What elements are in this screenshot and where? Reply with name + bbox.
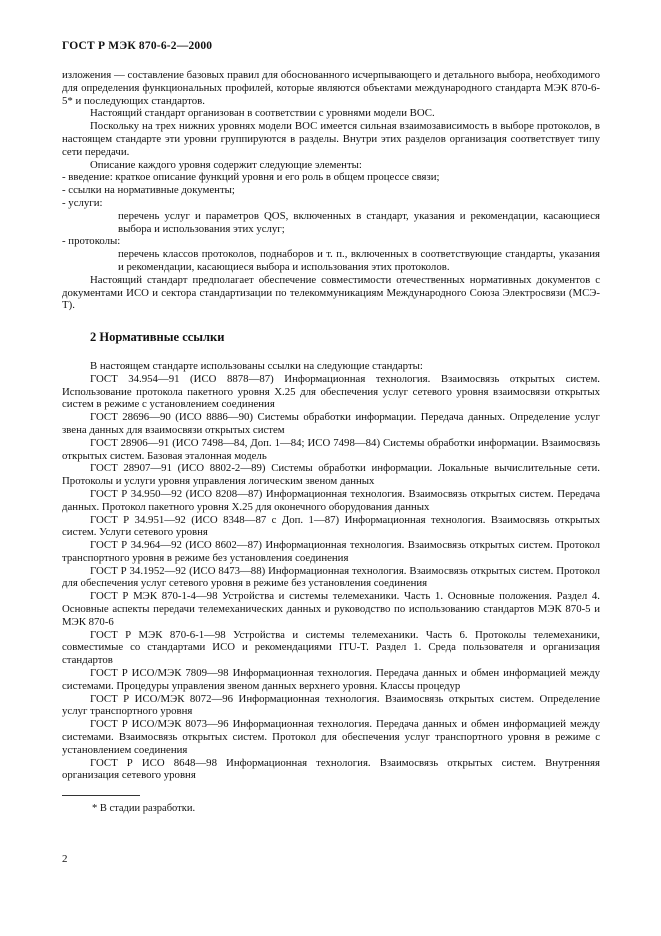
list-item: - введение: краткое описание функций уровня и его роль в общем процессе связи; [62,171,440,184]
footnote: * В стадии разработки. [92,803,196,814]
reference-item: ГОСТ 28907—91 (ИСО 8802-2—89) Системы обработки информации. Локальные вычислительные сети. Протоколы и услуги уровня управления логическим звеном данных [62,462,600,488]
section-lead: В настоящем стандарте использованы ссылки на следующие стандарты: [90,359,423,372]
intro-paragraph: Поскольку на трех нижних уровнях модели ВОС имеется сильная взаимозависимость в выборе протоколов, в настоящем стандарте эти уровни группируются в разделы. Внутри этих разделов организация соответствует типу сети передачи. [62,120,600,158]
intro-paragraph: изложения — составление базовых правил для обоснованного исчерпывающего и детального выбора, необходимого для определения функциональных профилей, которые являются объектами международного стандарта МЭК 870-6-5* и последующих стандартов. [62,69,600,107]
reference-item: ГОСТ Р МЭК 870-1-4—98 Устройства и системы телемеханики. Часть 1. Основные положения. Раздел 4. Основные аспекты передачи телемеханических данных и руководство по использованию стандартов МЭК 870-5 и МЭК 870-6 [62,590,600,628]
page-body [62,69,600,782]
reference-item: ГОСТ Р ИСО/МЭК 8073—96 Информационная технология. Передача данных и обмен информацией между системами. Взаимосвязь открытых систем. Протокол для обеспечения услуг транспортного уровня в режиме с установлением соединения [62,718,600,756]
reference-item: ГОСТ Р 34.951—92 (ИСО 8348—87 с Доп. 1—87) Информационная технология. Взаимосвязь открытых систем. Услуги сетевого уровня [62,513,600,539]
reference-item: ГОСТ Р 34.964—92 (ИСО 8602—87) Информационная технология. Взаимосвязь открытых систем. Протокол транспортного уровня в режиме без установления соединения [62,539,600,564]
intro-paragraph: Настоящий стандарт предполагает обеспечение совместимости отечественных нормативных документов с документами ИСО и сектора стандартизации по телекоммуникациям Международного Союза Электросвязи (МСЭ-Т). [62,273,600,312]
footnote-divider [62,795,140,796]
intro-paragraph: Описание каждого уровня содержит следующие элементы: [90,158,362,171]
section-heading: 2 Нормативные ссылки [90,330,225,345]
page-number: 2 [62,853,68,865]
reference-list [62,373,600,783]
list-subitem: перечень услуг и параметров QOS, включенных в стандарт, указания и рекомендации, касающиеся выбора и использования этих услуг; [118,209,600,235]
reference-item: ГОСТ Р ИСО/МЭК 8072—96 Информационная технология. Взаимосвязь открытых систем. Определение услуг транспортного уровня [62,692,600,718]
list-item: - услуги: [62,196,103,209]
list-subitem: перечень классов протоколов, поднаборов и т. п., включенных в соответствующие стандарты, указания и рекомендации, касающиеся выбора и использования этих протоколов. [118,248,600,273]
intro-paragraph: Настоящий стандарт организован в соответствии с уровнями модели ВОС. [90,107,435,120]
reference-item: ГОСТ Р МЭК 870-6-1—98 Устройства и системы телемеханики. Часть 6. Протоколы телемеханики, совместимые со стандартами ИСО и рекомендациями ITU-T. Раздел 1. Среда пользователя и организация стандартов [62,628,600,667]
reference-item: ГОСТ Р ИСО/МЭК 7809—98 Информационная технология. Передача данных и обмен информацией между системами. Процедуры управления звеном данных верхнего уровня. Классы процедур [62,667,600,692]
list-item: - протоколы: [62,235,121,248]
reference-item: ГОСТ 28906—91 (ИСО 7498—84, Доп. 1—84; ИСО 7498—84) Системы обработки информации. Взаимосвязь открытых систем. Базовая эталонная модель [62,436,600,462]
list-item: - ссылки на нормативные документы; [62,184,235,197]
reference-item: ГОСТ Р 34.1952—92 (ИСО 8473—88) Информационная технология. Взаимосвязь открытых систем. Протокол для обеспечения услуг сетевого уровня в режиме без установления соединения [62,564,600,590]
reference-item: ГОСТ Р ИСО 8648—98 Информационная технология. Взаимосвязь открытых систем. Внутренняя организация сетевого уровня [62,756,600,782]
reference-item: ГОСТ 28696—90 (ИСО 8886—90) Системы обработки информации. Передача данных. Определение услуг звена данных для взаимосвязи открытых систем [62,411,600,436]
document-header: ГОСТ Р МЭК 870-6-2—2000 [62,40,213,52]
reference-item: ГОСТ 34.954—91 (ИСО 8878—87) Информационная технология. Взаимосвязь открытых систем. Использование протокола пакетного уровня X.25 для обеспечения услуг сетевого уровня взаимосвязи открытых систем в режиме с установлением соединения [62,372,600,411]
reference-item: ГОСТ Р 34.950—92 (ИСО 8208—87) Информационная технология. Взаимосвязь открытых систем. Передача данных. Протокол пакетного уровня X.25 для оконечного оборудования данных [62,487,600,513]
